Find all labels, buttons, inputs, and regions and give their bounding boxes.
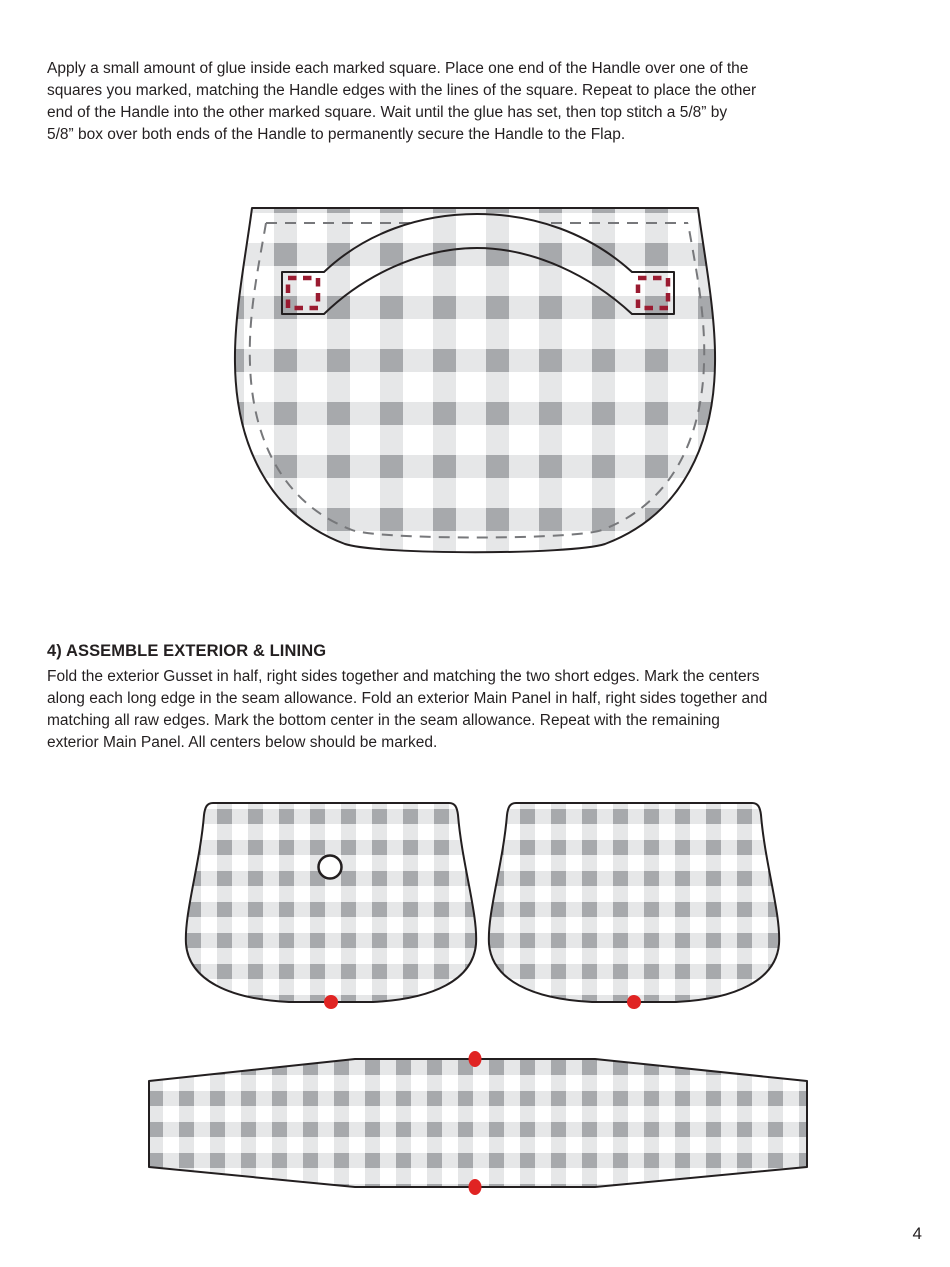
page-number: 4 [912, 1224, 922, 1243]
main-panels-diagram [183, 799, 783, 1020]
main-panel-right-outline [489, 803, 779, 1002]
gusset-outline [149, 1059, 807, 1187]
main-panel-left-outline [186, 803, 476, 1002]
flap-with-handle-diagram [230, 204, 724, 573]
intro-paragraph [47, 58, 917, 146]
center-mark-dot-top [469, 1051, 482, 1067]
panels-diagram-svg [183, 799, 783, 1015]
center-mark-dot [627, 995, 641, 1009]
gusset-diagram-svg [145, 1050, 809, 1196]
lock-hole [319, 856, 342, 879]
section-heading: 4) ASSEMBLE EXTERIOR & LINING [47, 642, 327, 660]
paragraph-line: 5/8” box over both ends of the Handle to permanently secure the Handle to the Flap. [47, 126, 626, 143]
paragraph-line: exterior Main Panel. All centers below should be marked. [47, 734, 438, 751]
section-paragraph [47, 666, 917, 754]
paragraph-line: along each long edge in the seam allowance. Fold an exterior Main Panel in half, right sides together and [47, 690, 768, 707]
main-panel-right [489, 803, 779, 1009]
paragraph-line: Fold the exterior Gusset in half, right sides together and matching the two short edges. Mark the centers [47, 668, 760, 685]
flap-diagram-svg [230, 204, 724, 568]
paragraph-line: Apply a small amount of glue inside each marked square. Place one end of the Handle over one of the [47, 60, 749, 77]
center-mark-dot-bottom [469, 1179, 482, 1195]
center-mark-dot [324, 995, 338, 1009]
gusset-diagram [145, 1050, 809, 1201]
paragraph-line: matching all raw edges. Mark the bottom center in the seam allowance. Repeat with the remaining [47, 712, 720, 729]
flap-outline [235, 208, 715, 552]
main-panel-left [186, 803, 476, 1009]
paragraph-line: end of the Handle into the other marked square. Wait until the glue has set, then top stitch a 5/8” by [47, 104, 728, 121]
paragraph-line: squares you marked, matching the Handle edges with the lines of the square. Repeat to place the other [47, 82, 757, 99]
